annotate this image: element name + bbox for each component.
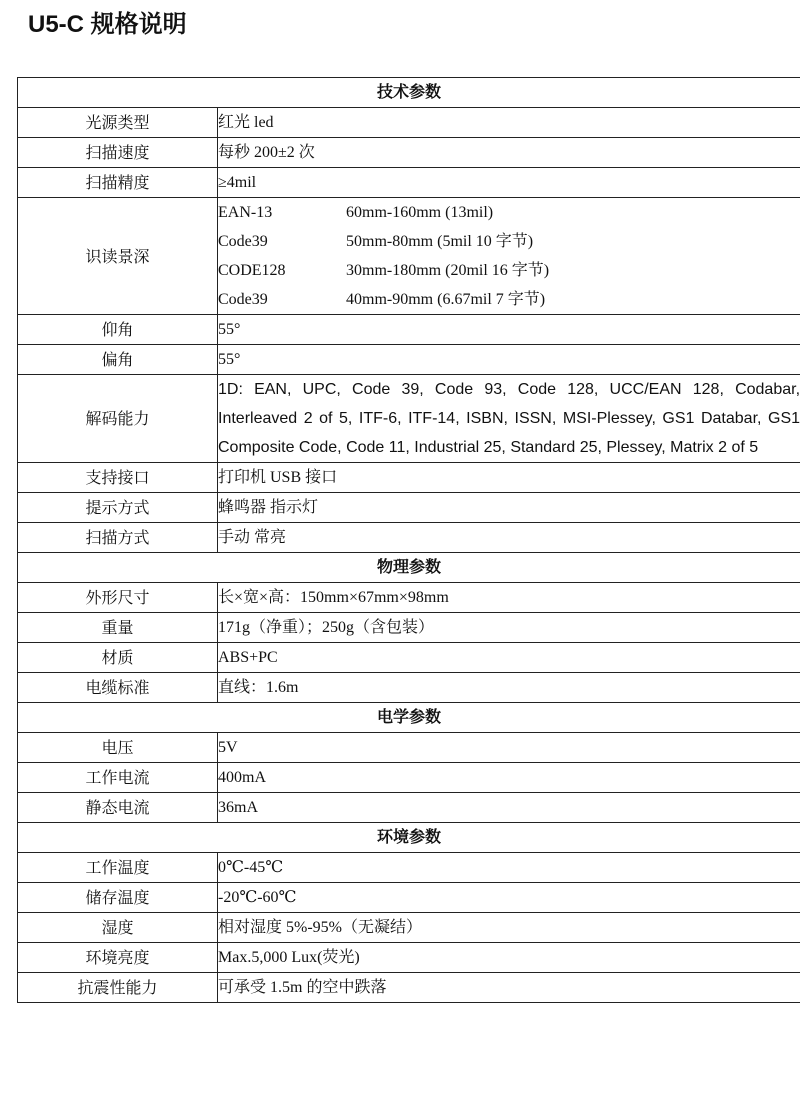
depth-range: 30mm-180mm (20mil 16 字节) <box>346 262 550 279</box>
row-label: 电压 <box>18 733 218 763</box>
row-value: 5V <box>218 733 800 763</box>
row-label: 工作电流 <box>18 763 218 793</box>
row-label: 扫描速度 <box>18 138 218 168</box>
row-value: ≥4mil <box>218 168 800 198</box>
barcode-type: Code39 <box>218 233 268 250</box>
depth-of-field-list <box>218 198 800 315</box>
table-row <box>18 643 800 673</box>
table-row <box>18 943 800 973</box>
row-value: 36mA <box>218 793 800 823</box>
row-value: 相对湿度 5%-95%（无凝结） <box>218 913 800 943</box>
row-label: 扫描精度 <box>18 168 218 198</box>
row-value: 蜂鸣器 指示灯 <box>218 493 800 523</box>
row-value: Max.5,000 Lux(荧光) <box>218 943 800 973</box>
table-row <box>18 168 800 198</box>
row-label: 扫描方式 <box>18 523 218 553</box>
depth-range: 40mm-90mm (6.67mil 7 字节) <box>346 291 546 308</box>
table-row <box>18 463 800 493</box>
row-label: 材质 <box>18 643 218 673</box>
row-value: 55° <box>218 315 800 345</box>
row-value: 打印机 USB 接口 <box>218 463 800 493</box>
section-row-physical <box>18 553 800 583</box>
row-label: 储存温度 <box>18 883 218 913</box>
table-row <box>18 583 800 613</box>
section-header-technical: 技术参数 <box>18 78 800 108</box>
table-row <box>18 613 800 643</box>
barcode-type: CODE128 <box>218 262 286 279</box>
table-row <box>18 493 800 523</box>
depth-range: 50mm-80mm (5mil 10 字节) <box>346 233 534 250</box>
section-header-electrical: 电学参数 <box>18 703 800 733</box>
decoding-capability: 1D: EAN, UPC, Code 39, Code 93, Code 128, UCC/EAN 128, Codabar, Interleaved 2 of 5, ITF-6, ITF-14, ISBN, ISSN, MSI-Plessey, GS1 Databar, GS1 Composite Code, Code 11, Industrial 25, Standard 25, Plessey, Matrix 2 of 5 <box>218 375 800 463</box>
row-label: 识读景深 <box>18 198 218 315</box>
depth-line <box>218 227 800 256</box>
barcode-type: Code39 <box>218 291 268 308</box>
table-row <box>18 523 800 553</box>
row-label: 电缆标准 <box>18 673 218 703</box>
row-label: 光源类型 <box>18 108 218 138</box>
row-value: 手动 常亮 <box>218 523 800 553</box>
table-row <box>18 673 800 703</box>
depth-line <box>218 285 800 314</box>
row-label: 环境亮度 <box>18 943 218 973</box>
table-row <box>18 853 800 883</box>
row-label: 湿度 <box>18 913 218 943</box>
row-value: 红光 led <box>218 108 800 138</box>
row-value: -20℃-60℃ <box>218 883 800 913</box>
table-row <box>18 375 800 463</box>
table-row <box>18 345 800 375</box>
row-label: 偏角 <box>18 345 218 375</box>
row-value: 每秒 200±2 次 <box>218 138 800 168</box>
row-label: 重量 <box>18 613 218 643</box>
section-row-electrical <box>18 703 800 733</box>
row-value: 直线：1.6m <box>218 673 800 703</box>
table-row <box>18 763 800 793</box>
row-label: 解码能力 <box>18 375 218 463</box>
row-label: 提示方式 <box>18 493 218 523</box>
depth-line <box>218 256 800 285</box>
table-row <box>18 793 800 823</box>
section-row-environment <box>18 823 800 853</box>
row-value: 171g（净重）；250g（含包装） <box>218 613 800 643</box>
barcode-type: EAN-13 <box>218 204 273 221</box>
row-label: 工作温度 <box>18 853 218 883</box>
table-row <box>18 198 800 315</box>
table-row <box>18 315 800 345</box>
table-row <box>18 883 800 913</box>
row-label: 抗震性能力 <box>18 973 218 1003</box>
row-value: 可承受 1.5m 的空中跌落 <box>218 973 800 1003</box>
section-header-environment: 环境参数 <box>18 823 800 853</box>
table-row <box>18 733 800 763</box>
table-row <box>18 108 800 138</box>
table-row <box>18 973 800 1003</box>
row-label: 静态电流 <box>18 793 218 823</box>
row-value: ABS+PC <box>218 643 800 673</box>
row-value: 400mA <box>218 763 800 793</box>
row-value: 0℃-45℃ <box>218 853 800 883</box>
section-row-technical <box>18 78 800 108</box>
row-label: 支持接口 <box>18 463 218 493</box>
table-row <box>18 913 800 943</box>
row-value: 长×宽×高：150mm×67mm×98mm <box>218 583 800 613</box>
depth-line <box>218 198 800 227</box>
page-title: U5-C 规格说明 <box>28 11 187 38</box>
row-label: 仰角 <box>18 315 218 345</box>
depth-range: 60mm-160mm (13mil) <box>346 204 494 221</box>
row-value: 55° <box>218 345 800 375</box>
row-label: 外形尺寸 <box>18 583 218 613</box>
section-header-physical: 物理参数 <box>18 553 800 583</box>
table-row <box>18 138 800 168</box>
spec-table <box>17 77 800 1003</box>
